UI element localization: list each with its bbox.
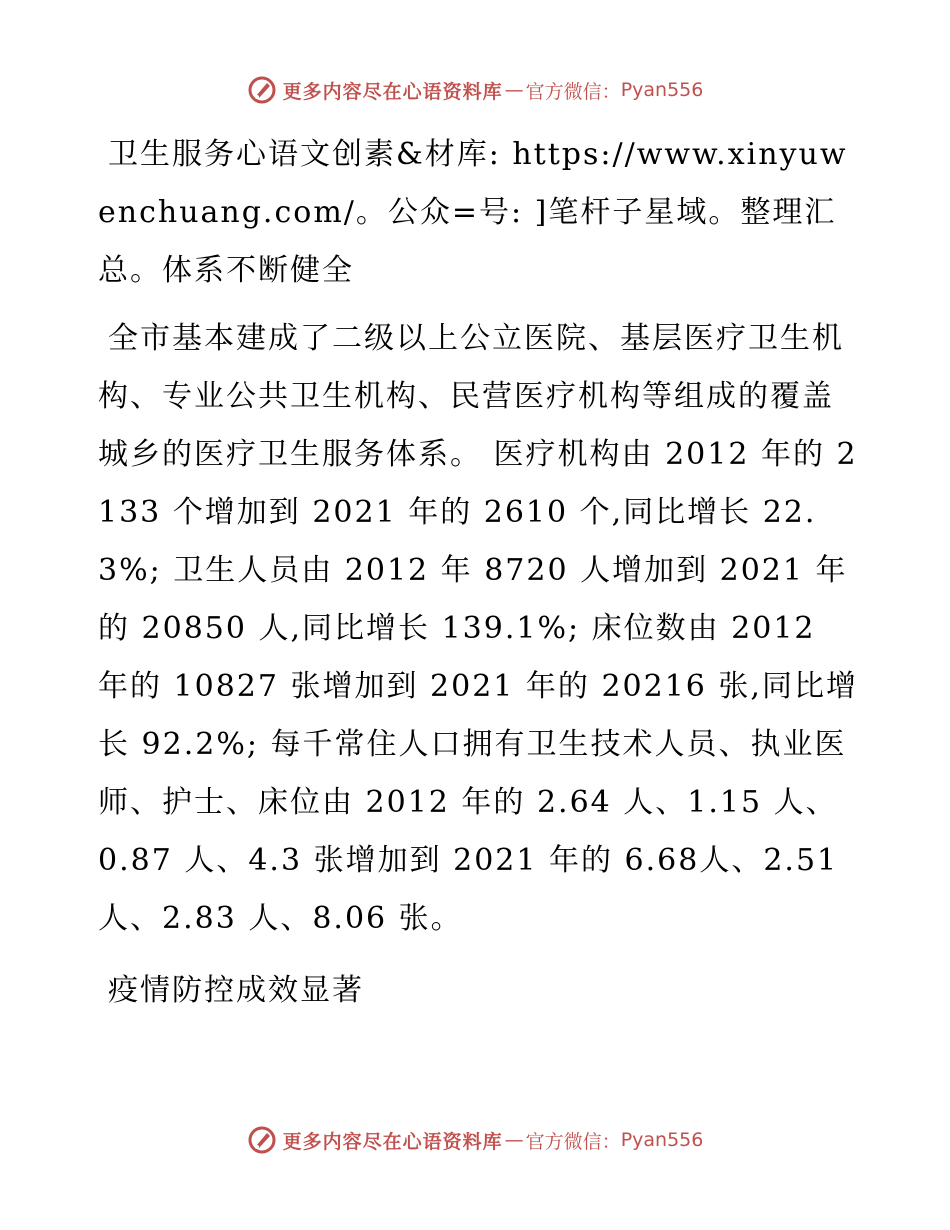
banner-slogan: 更多内容尽在心语资料库 [282,80,503,103]
paragraph-statistics-text: 全市基本建成了二级以上公立医院、基层医疗卫生机构、专业公共卫生机构、民营医疗机构等组成的覆盖城乡的医疗卫生服务体系。 医疗机构由 2012 年的 2133 个增加到 2021 年的 2610 个,同比增长 22.3%; 卫生人员由 2012 年 8720 人增加到 2021 年的 20850 人,同比增长 139.1%; 床位数由 2012 年的 10827 张增加到 2021 年的 20216 张,同比增长 92.2%; 每千常住人口拥有卫生技术人员、执业医师、护士、床位由 2012 年的 2.64 人、1.15 人、0.87 人、4.3 张增加到 2021 年的 6.68人、2.51 人、2.83 人、8.06 张。 [98,321,858,936]
section-heading-text: 疫情防控成效显著 [108,973,364,1008]
banner-account-id: Pyan556 [620,79,704,101]
banner-account-label: 官方微信： [525,1130,621,1153]
footer-watermark-banner [0,1120,950,1160]
banner-account-id: Pyan556 [620,1129,704,1151]
header-watermark-banner [0,70,950,110]
banner-slogan: 更多内容尽在心语资料库 [282,1130,503,1153]
banner-dash: — [504,79,524,101]
section-heading [98,962,858,1020]
banner-dash: — [504,1129,524,1151]
pen-logo-icon [247,75,277,105]
banner-account-label: 官方微信： [525,80,621,103]
paragraph-intro [98,126,858,300]
paragraph-statistics [98,310,858,948]
pen-logo-icon [247,1125,277,1155]
document-body [98,126,858,1020]
paragraph-intro-text: 卫生服务心语文创素&材库: https://www.xinyuwenchuang.com/。公众=号: ]笔杆子星域。整理汇总。体系不断健全 [98,137,848,288]
